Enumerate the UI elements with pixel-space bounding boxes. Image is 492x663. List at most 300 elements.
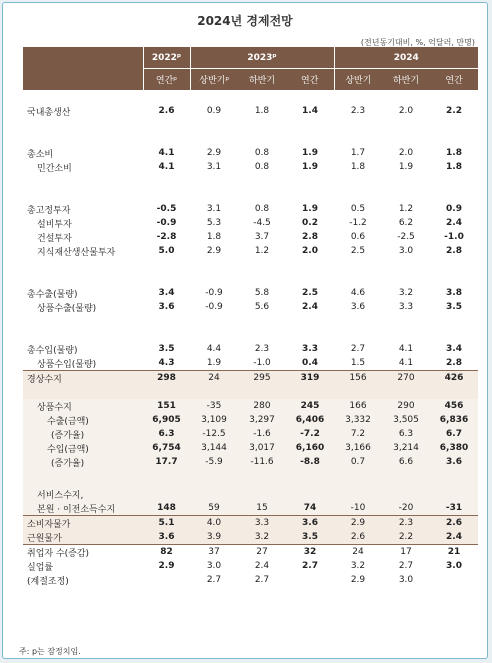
value-cell: 17.7 (155, 457, 178, 467)
value-cell: 74 (303, 503, 317, 513)
year-2023: 2023ᵖ (190, 47, 334, 69)
row-label: 서비스수지, (37, 490, 84, 501)
row-label: 실업률 (27, 562, 54, 573)
spacer-cell (23, 90, 143, 104)
value-cell (190, 487, 238, 501)
value-cell: 2.4 (254, 561, 270, 571)
value-cell: 6.3 (398, 429, 414, 439)
value-cell: 3.6 (158, 532, 175, 542)
row-label: (계절조정) (27, 576, 69, 587)
value-cell: 2.7 (302, 561, 318, 571)
value-cell: 2.7 (206, 575, 222, 585)
value-cell: 1.2 (254, 246, 270, 256)
table-row (23, 342, 478, 356)
value-cell: 5.8 (254, 288, 270, 298)
value-cell: 2.9 (334, 516, 382, 531)
value-cell: -12.5 (202, 429, 226, 439)
spacer-cell (143, 132, 190, 146)
spacer-cell (382, 132, 430, 146)
value-cell: 3.0 (398, 575, 414, 585)
spacer-cell (430, 385, 478, 399)
value-cell: -11.6 (250, 457, 274, 467)
value-cell: 6,160 (295, 443, 325, 453)
value-cell (143, 573, 190, 587)
spacer-cell (23, 469, 143, 487)
value-cell: 3,144 (201, 443, 227, 453)
spacer-cell (382, 174, 430, 188)
spacer-cell (334, 314, 382, 328)
table-row (23, 216, 478, 230)
value-cell: 3.4 (446, 344, 462, 354)
spacer-cell (143, 118, 190, 132)
period-header: 상반기 (334, 69, 382, 91)
spacer-row (23, 385, 478, 399)
row-label: 총고정투자 (27, 205, 71, 216)
value-cell: 3.0 (446, 561, 462, 571)
spacer-cell (238, 258, 286, 272)
value-cell: 2.4 (446, 218, 462, 228)
value-cell: 2.5 (350, 246, 366, 256)
value-cell: 24 (334, 545, 382, 560)
value-cell: 3,332 (345, 415, 371, 425)
value-cell: 4.1 (158, 148, 175, 158)
value-cell: 3,017 (249, 443, 275, 453)
spacer-cell (190, 272, 238, 286)
value-cell: 32 (286, 545, 334, 560)
value-cell: 2.6 (350, 532, 366, 542)
spacer-cell (143, 258, 190, 272)
spacer-cell (286, 385, 334, 399)
row-label: 소비자물가 (23, 516, 143, 531)
value-cell: 2.4 (302, 302, 318, 312)
period-header: 연간 (430, 69, 478, 91)
table-row (23, 545, 478, 560)
spacer-cell (286, 132, 334, 146)
value-cell: 298 (143, 371, 190, 386)
spacer-cell (238, 118, 286, 132)
value-cell (382, 487, 430, 501)
value-cell: -4.5 (253, 218, 271, 228)
spacer-cell (286, 188, 334, 202)
value-cell: 2.2 (398, 532, 414, 542)
value-cell: 4.3 (158, 358, 175, 368)
spacer-cell (238, 272, 286, 286)
spacer-cell (190, 188, 238, 202)
value-cell: 280 (253, 401, 271, 411)
table-row (23, 244, 478, 258)
value-cell: 3.9 (206, 532, 222, 542)
spacer-cell (238, 328, 286, 342)
spacer-cell (382, 385, 430, 399)
value-cell: 37 (190, 545, 238, 560)
spacer-cell (23, 174, 143, 188)
value-cell: 3.0 (206, 561, 222, 571)
value-cell: 0.5 (350, 204, 366, 214)
value-cell: -1.6 (253, 429, 271, 439)
row-label: 민간소비 (37, 163, 72, 174)
spacer-cell (334, 118, 382, 132)
label-header (23, 47, 143, 90)
spacer-row (23, 132, 478, 146)
spacer-cell (286, 272, 334, 286)
value-cell: 151 (157, 401, 176, 411)
row-label: 상품수출(물량) (37, 303, 97, 314)
spacer-cell (23, 272, 143, 286)
value-cell: 3.2 (254, 532, 270, 542)
spacer-cell (143, 328, 190, 342)
value-cell: 1.9 (302, 204, 318, 214)
spacer-row (23, 328, 478, 342)
value-cell: -2.5 (397, 232, 415, 242)
spacer-cell (238, 385, 286, 399)
spacer-cell (334, 174, 382, 188)
value-cell: 0.8 (254, 162, 270, 172)
value-cell: 4.1 (398, 358, 414, 368)
value-cell: 1.9 (206, 358, 222, 368)
value-cell: 59 (208, 503, 220, 513)
period-header: 상반기ᵖ (190, 69, 238, 91)
row-label: 총수출(물량) (27, 289, 78, 300)
row-label: 상품수입(물량) (37, 359, 97, 370)
spacer-row (23, 272, 478, 286)
row-label: 건설투자 (37, 233, 72, 244)
table-row (23, 104, 478, 118)
table-row (23, 286, 478, 300)
value-cell: 319 (286, 371, 334, 386)
value-cell: 3.8 (446, 288, 462, 298)
spacer-cell (143, 385, 190, 399)
value-cell: -31 (445, 503, 463, 513)
row-label: 설비투자 (37, 219, 72, 230)
value-cell: 2.8 (446, 358, 462, 368)
value-cell: -35 (206, 401, 222, 411)
spacer-cell (286, 328, 334, 342)
value-cell: 3.4 (158, 288, 175, 298)
value-cell: 1.8 (446, 148, 462, 158)
value-cell: 3.5 (158, 344, 175, 354)
value-cell: 2.8 (302, 232, 318, 242)
value-cell: 2.7 (350, 344, 366, 354)
value-cell: 148 (157, 503, 176, 513)
spacer-cell (382, 90, 430, 104)
spacer-cell (190, 385, 238, 399)
spacer-cell (190, 314, 238, 328)
spacer-cell (286, 314, 334, 328)
spacer-row (23, 188, 478, 202)
row-label: 수출(금액) (47, 416, 89, 427)
spacer-cell (190, 469, 238, 487)
spacer-cell (382, 469, 430, 487)
value-cell: 3,109 (201, 415, 227, 425)
value-cell: 3.6 (350, 302, 366, 312)
table-row (23, 230, 478, 244)
year-header-row (23, 47, 478, 69)
spacer-cell (190, 118, 238, 132)
value-cell: -0.9 (205, 302, 223, 312)
spacer-cell (238, 469, 286, 487)
value-cell: 6,380 (439, 443, 469, 453)
page-title: 2024년 경제전망 (197, 14, 293, 28)
footnote: 주: p는 잠정치임. (19, 647, 81, 656)
value-cell: 0.9 (206, 106, 222, 116)
value-cell: 6.7 (446, 429, 462, 439)
value-cell: 4.4 (206, 344, 222, 354)
spacer-cell (430, 174, 478, 188)
value-cell: 5.6 (254, 302, 270, 312)
value-cell: 1.8 (206, 232, 222, 242)
value-cell: 2.8 (446, 246, 462, 256)
value-cell: 3,166 (345, 443, 371, 453)
value-cell (334, 487, 382, 501)
value-cell: 6.2 (398, 218, 414, 228)
value-cell: 2.4 (446, 532, 462, 542)
value-cell: 3.3 (398, 302, 414, 312)
row-label: (증가율) (51, 430, 85, 441)
value-cell: 5.1 (143, 516, 190, 531)
value-cell: 2.9 (206, 148, 222, 158)
value-cell: 1.9 (398, 162, 414, 172)
table-row (23, 427, 478, 441)
value-cell: 1.8 (254, 106, 270, 116)
spacer-cell (238, 188, 286, 202)
value-cell: 2.6 (158, 106, 175, 116)
value-cell: 3.1 (206, 162, 222, 172)
value-cell: 2.7 (398, 561, 414, 571)
value-cell: 1.8 (446, 162, 462, 172)
value-cell: 166 (349, 401, 367, 411)
value-cell: 3,505 (393, 415, 419, 425)
spacer-cell (23, 118, 143, 132)
value-cell: 2.3 (382, 516, 430, 531)
row-label: 국내총생산 (27, 107, 71, 118)
value-cell: 24 (190, 371, 238, 386)
value-cell: 15 (256, 503, 268, 513)
row-label: 총소비 (27, 149, 54, 160)
period-header: 하반기 (382, 69, 430, 91)
table-row (23, 441, 478, 455)
value-cell: 5.3 (206, 218, 222, 228)
table-row (23, 487, 478, 501)
period-header: 연간 (286, 69, 334, 91)
spacer-cell (334, 132, 382, 146)
value-cell: 3.7 (254, 232, 270, 242)
spacer-cell (190, 90, 238, 104)
value-cell: 456 (444, 401, 464, 411)
table-row (23, 516, 478, 531)
spacer-cell (190, 132, 238, 146)
spacer-cell (430, 328, 478, 342)
row-label: 경상수지 (23, 371, 143, 386)
table-row (23, 371, 478, 386)
spacer-cell (382, 258, 430, 272)
document-frame (2, 2, 488, 659)
spacer-row (23, 314, 478, 328)
spacer-cell (23, 385, 143, 399)
table-row (23, 455, 478, 469)
value-cell: 4.1 (398, 344, 414, 354)
value-cell: 2.2 (446, 106, 462, 116)
value-cell: 0.6 (350, 232, 366, 242)
year-2024: 2024 (334, 47, 478, 69)
value-cell: 2.0 (398, 106, 414, 116)
forecast-table (23, 47, 478, 587)
value-cell: -1.0 (444, 232, 464, 242)
value-cell: 17 (382, 545, 430, 560)
value-cell: 1.7 (350, 148, 366, 158)
value-cell: 4.0 (190, 516, 238, 531)
spacer-cell (334, 469, 382, 487)
value-cell: 0.9 (446, 204, 462, 214)
value-cell: 7.2 (350, 429, 366, 439)
spacer-cell (382, 328, 430, 342)
table-row (23, 202, 478, 216)
spacer-cell (143, 90, 190, 104)
value-cell: -10 (350, 503, 366, 513)
spacer-cell (23, 314, 143, 328)
value-cell: -0.5 (156, 204, 177, 214)
spacer-cell (286, 469, 334, 487)
spacer-cell (334, 90, 382, 104)
value-cell: 5.0 (158, 246, 175, 256)
value-cell: 3.5 (302, 532, 318, 542)
value-cell: 290 (397, 401, 415, 411)
value-cell: 2.5 (302, 288, 318, 298)
value-cell: 0.8 (254, 148, 270, 158)
value-cell: 1.8 (350, 162, 366, 172)
row-label: 근원물가 (27, 533, 62, 544)
spacer-cell (430, 90, 478, 104)
value-cell: 2.3 (350, 106, 366, 116)
value-cell: 1.9 (302, 148, 318, 158)
spacer-cell (286, 90, 334, 104)
period-header: 연간ᵖ (143, 69, 190, 91)
spacer-cell (430, 132, 478, 146)
value-cell: 245 (300, 401, 320, 411)
value-cell: 156 (334, 371, 382, 386)
spacer-cell (286, 118, 334, 132)
value-cell: 3.6 (158, 302, 175, 312)
value-cell (143, 487, 190, 501)
value-cell: 1.4 (302, 106, 318, 116)
value-cell: 0.4 (302, 358, 318, 368)
row-label: 총수입(물량) (27, 345, 78, 356)
spacer-cell (286, 258, 334, 272)
spacer-cell (286, 174, 334, 188)
spacer-cell (23, 132, 143, 146)
spacer-cell (190, 328, 238, 342)
table-row (23, 146, 478, 160)
value-cell: 0.2 (302, 218, 318, 228)
spacer-cell (334, 385, 382, 399)
value-cell: 2.6 (430, 516, 478, 531)
value-cell: -1.0 (253, 358, 271, 368)
value-cell: 3.6 (286, 516, 334, 531)
spacer-cell (238, 90, 286, 104)
value-cell: 3.2 (350, 561, 366, 571)
spacer-cell (143, 188, 190, 202)
value-cell (430, 487, 478, 501)
spacer-cell (430, 258, 478, 272)
spacer-cell (382, 188, 430, 202)
value-cell: 2.9 (206, 246, 222, 256)
table-row (23, 559, 478, 573)
value-cell: 0.7 (350, 457, 366, 467)
value-cell: 3.3 (238, 516, 286, 531)
spacer-cell (23, 328, 143, 342)
value-cell: 6,406 (295, 415, 325, 425)
value-cell: -7.2 (300, 429, 320, 439)
value-cell: 3.0 (398, 246, 414, 256)
spacer-cell (334, 258, 382, 272)
value-cell: 2.9 (350, 575, 366, 585)
spacer-row (23, 90, 478, 104)
value-cell (286, 487, 334, 501)
value-cell: 3,214 (393, 443, 419, 453)
value-cell: -8.8 (300, 457, 320, 467)
spacer-cell (430, 469, 478, 487)
value-cell (238, 487, 286, 501)
row-label: 수입(금액) (47, 444, 89, 455)
table-row (23, 300, 478, 314)
value-cell: 1.2 (398, 204, 414, 214)
spacer-cell (143, 469, 190, 487)
table-row (23, 501, 478, 516)
value-cell: 6,905 (152, 415, 181, 425)
value-cell: 4.1 (158, 162, 175, 172)
spacer-cell (143, 314, 190, 328)
value-cell: -0.9 (156, 218, 177, 228)
spacer-cell (190, 174, 238, 188)
table-row (23, 413, 478, 427)
row-label: 지식재산생산물투자 (37, 247, 116, 258)
value-cell: 1.9 (302, 162, 318, 172)
value-cell: 3.3 (302, 344, 318, 354)
table-row (23, 399, 478, 413)
spacer-cell (382, 118, 430, 132)
spacer-cell (143, 174, 190, 188)
spacer-row (23, 258, 478, 272)
value-cell: -20 (398, 503, 414, 513)
spacer-cell (238, 174, 286, 188)
value-cell: 4.6 (350, 288, 366, 298)
spacer-cell (238, 314, 286, 328)
value-cell: 3.6 (446, 457, 462, 467)
spacer-cell (430, 188, 478, 202)
value-cell: 2.7 (254, 575, 270, 585)
spacer-cell (334, 188, 382, 202)
table-row (23, 160, 478, 174)
spacer-cell (430, 314, 478, 328)
spacer-cell (143, 272, 190, 286)
value-cell: 426 (430, 371, 478, 386)
value-cell: -1.2 (349, 218, 367, 228)
row-label: 상품수지 (37, 402, 72, 413)
value-cell (430, 573, 478, 587)
spacer-cell (334, 272, 382, 286)
value-cell: 6.6 (398, 457, 414, 467)
spacer-row (23, 469, 478, 487)
value-cell (286, 573, 334, 587)
row-label: (증가율) (51, 458, 85, 469)
spacer-cell (23, 258, 143, 272)
table-row (23, 530, 478, 545)
spacer-cell (190, 258, 238, 272)
value-cell: 6.3 (158, 429, 175, 439)
value-cell: 295 (238, 371, 286, 386)
value-cell: 6,836 (439, 415, 469, 425)
value-cell: -0.9 (205, 288, 223, 298)
period-header: 하반기 (238, 69, 286, 91)
